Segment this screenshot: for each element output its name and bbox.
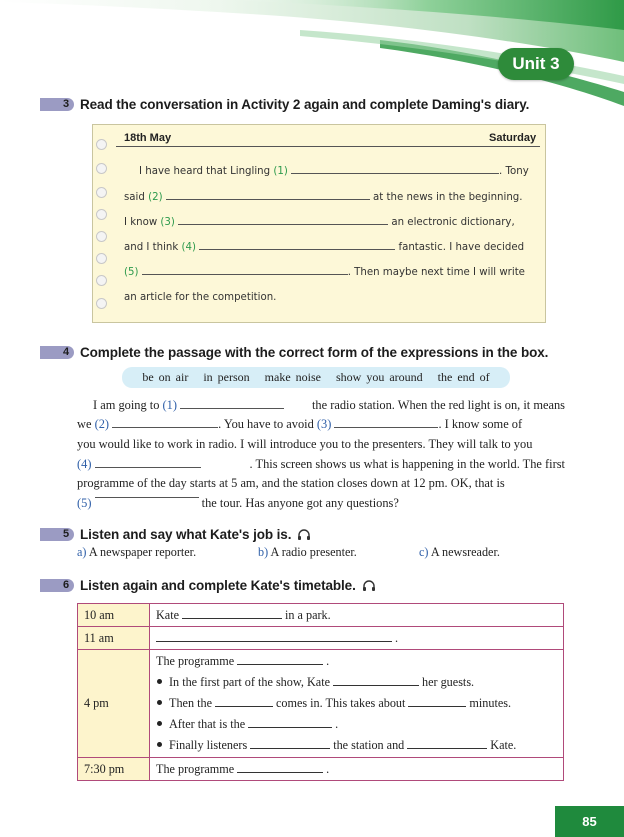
activity-cell: [150, 604, 564, 627]
diary-rule: [116, 146, 540, 147]
blank-number: (4): [77, 457, 92, 471]
cell-text: her guests.: [421, 675, 475, 689]
bullet-icon: [157, 721, 162, 726]
cell-text: In the first part of the show, Kate: [169, 675, 330, 689]
cell-text: Then the: [169, 696, 212, 710]
answer-blank[interactable]: [237, 663, 323, 665]
time-cell: 7:30 pm: [78, 758, 150, 781]
diary-text: I have heard that Lingling: [139, 166, 271, 177]
answer-blank[interactable]: [250, 747, 330, 749]
passage-text: I am going to: [93, 398, 160, 412]
cell-text: The programme: [156, 761, 235, 776]
expression-box: [122, 367, 510, 388]
diary-text: . Tony: [499, 166, 529, 177]
section-title: Listen and say what Kate's job is.: [80, 526, 292, 542]
answer-blank[interactable]: [215, 705, 273, 707]
expression: show you around: [335, 370, 423, 384]
diary-text: and I think: [124, 242, 179, 253]
answer-blank[interactable]: [237, 771, 323, 773]
expression: be on air: [142, 370, 189, 384]
activity-cell: [150, 627, 564, 650]
passage-line-3: [77, 437, 565, 452]
diary-line-6: an article for the competition.: [124, 292, 277, 303]
cell-text: .: [395, 630, 399, 645]
passage-text: . You have to avoid: [218, 417, 314, 431]
answer-blank[interactable]: [180, 407, 284, 409]
cell-text: The programme: [156, 654, 235, 668]
diary-line-3: [124, 217, 515, 228]
passage-text: we: [77, 417, 92, 431]
notebook-rings: [96, 130, 108, 320]
bullet-icon: [157, 679, 162, 684]
answer-blank[interactable]: [407, 747, 487, 749]
headphones-icon: [362, 579, 376, 592]
cell-text: in a park.: [285, 607, 331, 622]
blank-number: (2): [94, 417, 110, 431]
diary-text: I know: [124, 217, 158, 228]
section-number: 3: [40, 98, 74, 111]
answer-blank[interactable]: [95, 466, 201, 468]
cell-text: .: [335, 717, 339, 731]
cell-text: Kate: [156, 607, 180, 622]
answer-blank[interactable]: [199, 248, 395, 250]
diary-text: an electronic dictionary,: [391, 217, 515, 228]
blank-number: (1): [273, 166, 288, 177]
passage-line-6: [77, 496, 565, 511]
timetable-row: [78, 604, 564, 627]
headphones-icon: [297, 528, 311, 541]
cell-text: Finally listeners: [169, 738, 248, 752]
diary-day: Saturday: [489, 132, 537, 144]
option-letter: b): [258, 545, 269, 559]
timetable-row: [78, 650, 564, 758]
option-text: A radio presenter.: [270, 545, 357, 559]
section-title: Listen again and complete Kate's timetable.: [80, 577, 356, 593]
diary-line-5: [124, 267, 525, 278]
passage-text: . This screen shows us what is happening in the world. The first: [249, 457, 565, 471]
section-3-heading: [40, 94, 529, 114]
diary-text: fantastic. I have decided: [398, 242, 525, 253]
option-letter: a): [77, 545, 87, 559]
diary-text: said: [124, 192, 145, 203]
diary-date: 18th May: [124, 132, 172, 144]
option-b[interactable]: [258, 545, 357, 560]
answer-blank[interactable]: [182, 617, 282, 619]
option-a[interactable]: [77, 545, 196, 560]
section-number: 6: [40, 579, 74, 592]
answer-blank[interactable]: [156, 640, 392, 642]
section-number: 5: [40, 528, 74, 541]
expression: make noise: [264, 370, 321, 384]
blank-number: (1): [162, 398, 177, 412]
expression: the end of: [437, 370, 490, 384]
activity-cell: [150, 758, 564, 781]
cell-text: the station and: [333, 738, 405, 752]
blank-number: (3): [316, 417, 332, 431]
option-c[interactable]: [419, 545, 500, 560]
cell-text: After that is the: [169, 717, 246, 731]
bullet-icon: [157, 700, 162, 705]
cell-text: Kate.: [490, 738, 517, 752]
unit-badge: Unit 3: [498, 48, 574, 80]
answer-blank[interactable]: [166, 198, 370, 200]
blank-number: (5): [77, 496, 92, 510]
diary-text: at the news in the beginning.: [373, 192, 523, 203]
passage-text: . I know some of: [438, 417, 523, 431]
time-cell: 10 am: [78, 604, 150, 627]
page-number: 85: [555, 806, 624, 837]
passage-line-2: [77, 417, 565, 432]
blank-number: (3): [160, 217, 175, 228]
answer-blank[interactable]: [248, 726, 332, 728]
passage-text: the tour. Has anyone got any questions?: [201, 496, 399, 510]
answer-blank[interactable]: [291, 172, 499, 174]
bullet-icon: [157, 742, 162, 747]
passage-text: the radio station. When the red light is on, it means: [311, 398, 565, 412]
answer-blank[interactable]: [408, 705, 466, 707]
option-letter: c): [419, 545, 429, 559]
time-cell: 4 pm: [78, 650, 150, 758]
passage-line-1: [93, 398, 565, 413]
section-title: Complete the passage with the correct form of the expressions in the box.: [80, 344, 549, 360]
section-5-heading: [40, 524, 311, 544]
diary-text: . Then maybe next time I will write: [347, 267, 525, 278]
answer-blank[interactable]: [178, 223, 388, 225]
passage-line-5: [77, 476, 565, 491]
answer-blank[interactable]: [334, 426, 438, 428]
expression: in person: [203, 370, 250, 384]
blank-number: (5): [124, 267, 139, 278]
section-title: Read the conversation in Activity 2 again and complete Daming's diary.: [80, 96, 530, 112]
option-text: A newspaper reporter.: [88, 545, 197, 559]
time-cell: 11 am: [78, 627, 150, 650]
diary-line-1: [139, 166, 529, 177]
passage-text: you would like to work in radio. I will introduce you to the presenters. They will talk to you: [77, 437, 533, 451]
answer-blank[interactable]: [142, 273, 348, 275]
timetable-row: [78, 627, 564, 650]
cell-text: minutes.: [469, 696, 512, 710]
cell-text: comes in. This takes about: [275, 696, 406, 710]
section-6-heading: [40, 575, 376, 595]
timetable-row: [78, 758, 564, 781]
passage-line-4: [77, 457, 565, 472]
cell-text: .: [326, 761, 330, 776]
section-number: 4: [40, 346, 74, 359]
blank-number: (2): [148, 192, 163, 203]
activity-cell: [150, 650, 564, 758]
section-4-heading: [40, 342, 548, 362]
answer-blank[interactable]: [333, 684, 419, 686]
timetable: [77, 603, 564, 781]
diary-line-4: [124, 242, 524, 253]
answer-blank[interactable]: [112, 426, 218, 428]
passage-text: programme of the day starts at 5 am, and the station closes down at 12 pm. OK, that is: [77, 476, 505, 490]
answer-blank[interactable]: [95, 496, 199, 498]
diary-line-2: [124, 192, 523, 203]
blank-number: (4): [181, 242, 196, 253]
option-text: A newsreader.: [430, 545, 500, 559]
cell-text: .: [326, 654, 330, 668]
